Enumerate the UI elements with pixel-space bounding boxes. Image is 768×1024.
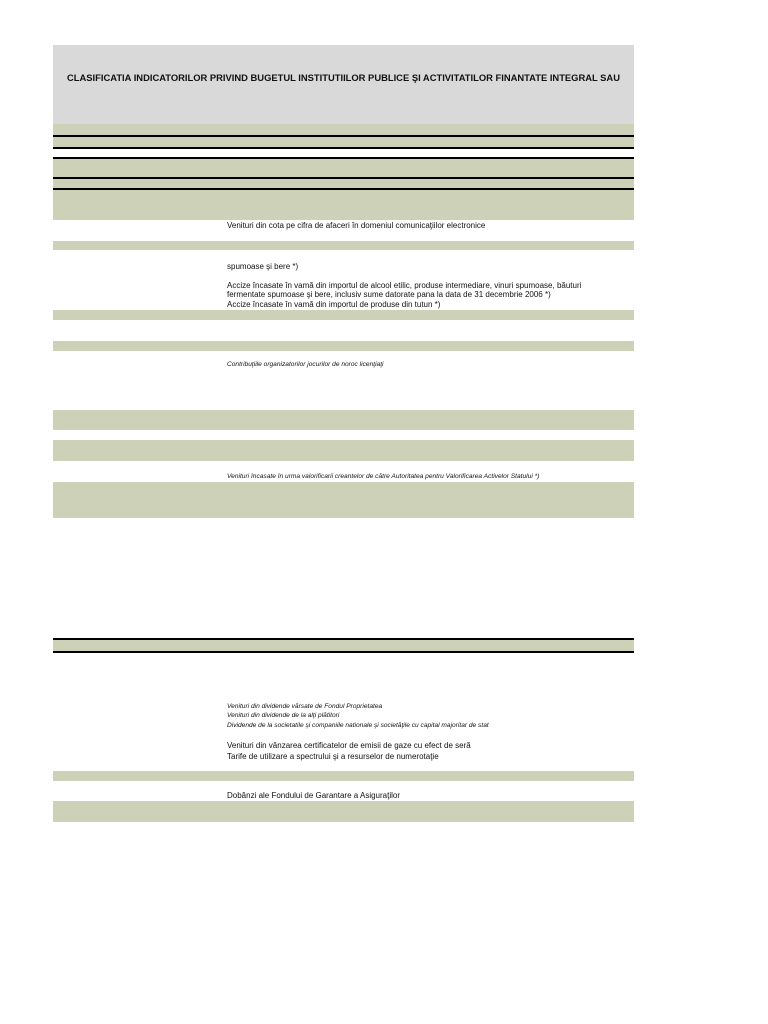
row-text: Dividende de la societatile şi companiile nationale şi societăţile cu capital majoritar de stat [227,722,489,729]
table-row-band [53,771,634,781]
table-row-band [53,341,634,351]
table-row-band [53,159,634,177]
row-divider [53,147,634,149]
table-row-band [53,801,634,822]
row-text: Accize încasate în vamă din importul de alcool etilic, produse intermediare, vinuri spumoase, băuturi [227,281,582,290]
table-row-band [53,310,634,320]
row-text: Venituri din dividende de la alţi plătitori [227,712,340,719]
row-text: Venituri din vânzarea certificatelor de emisii de gaze cu efect de seră [227,741,471,750]
table-row-band [53,440,634,461]
table-row-band [53,137,634,147]
row-text: Tarife de utilizare a spectrului şi a resurselor de numerotaţie [227,752,439,761]
table-row-band [53,482,634,518]
row-text: Venituri din dividende vărsate de Fondul Proprietatea [227,703,383,710]
document-title: CLASIFICATIA INDICATORILOR PRIVIND BUGETUL INSTITUTIILOR PUBLICE ŞI ACTIVITATILOR FINANTATE INTEGRAL SAU [67,72,620,83]
table-row-band [53,410,634,430]
row-text: spumoase şi bere *) [227,262,299,271]
row-text: Venituri din cota pe cifra de afaceri în domeniul comunicaţiilor electronice [227,221,486,230]
table-row-band [53,241,634,250]
row-text: fermentate spumoase şi bere, inclusiv sume datorate pana la data de 31 decembrie 2006 *) [227,290,551,299]
table-row-band [53,179,634,188]
row-text: Venituri încasate în urma valorificarii creantelor de către Autoritatea pentru Valorificarea Activelor Statului *) [227,473,540,480]
title-header [53,45,634,124]
table-row-band [53,640,634,651]
table-row-band [53,190,634,220]
row-text: Accize încasate în vamă din importul de produse din tutun *) [227,300,441,309]
row-divider [53,651,634,653]
row-text: Contribuţiile organizatorilor jocurilor de noroc licenţiaţi [227,361,384,368]
row-text: Dobânzi ale Fondului de Garantare a Asiguraţilor [227,791,400,800]
